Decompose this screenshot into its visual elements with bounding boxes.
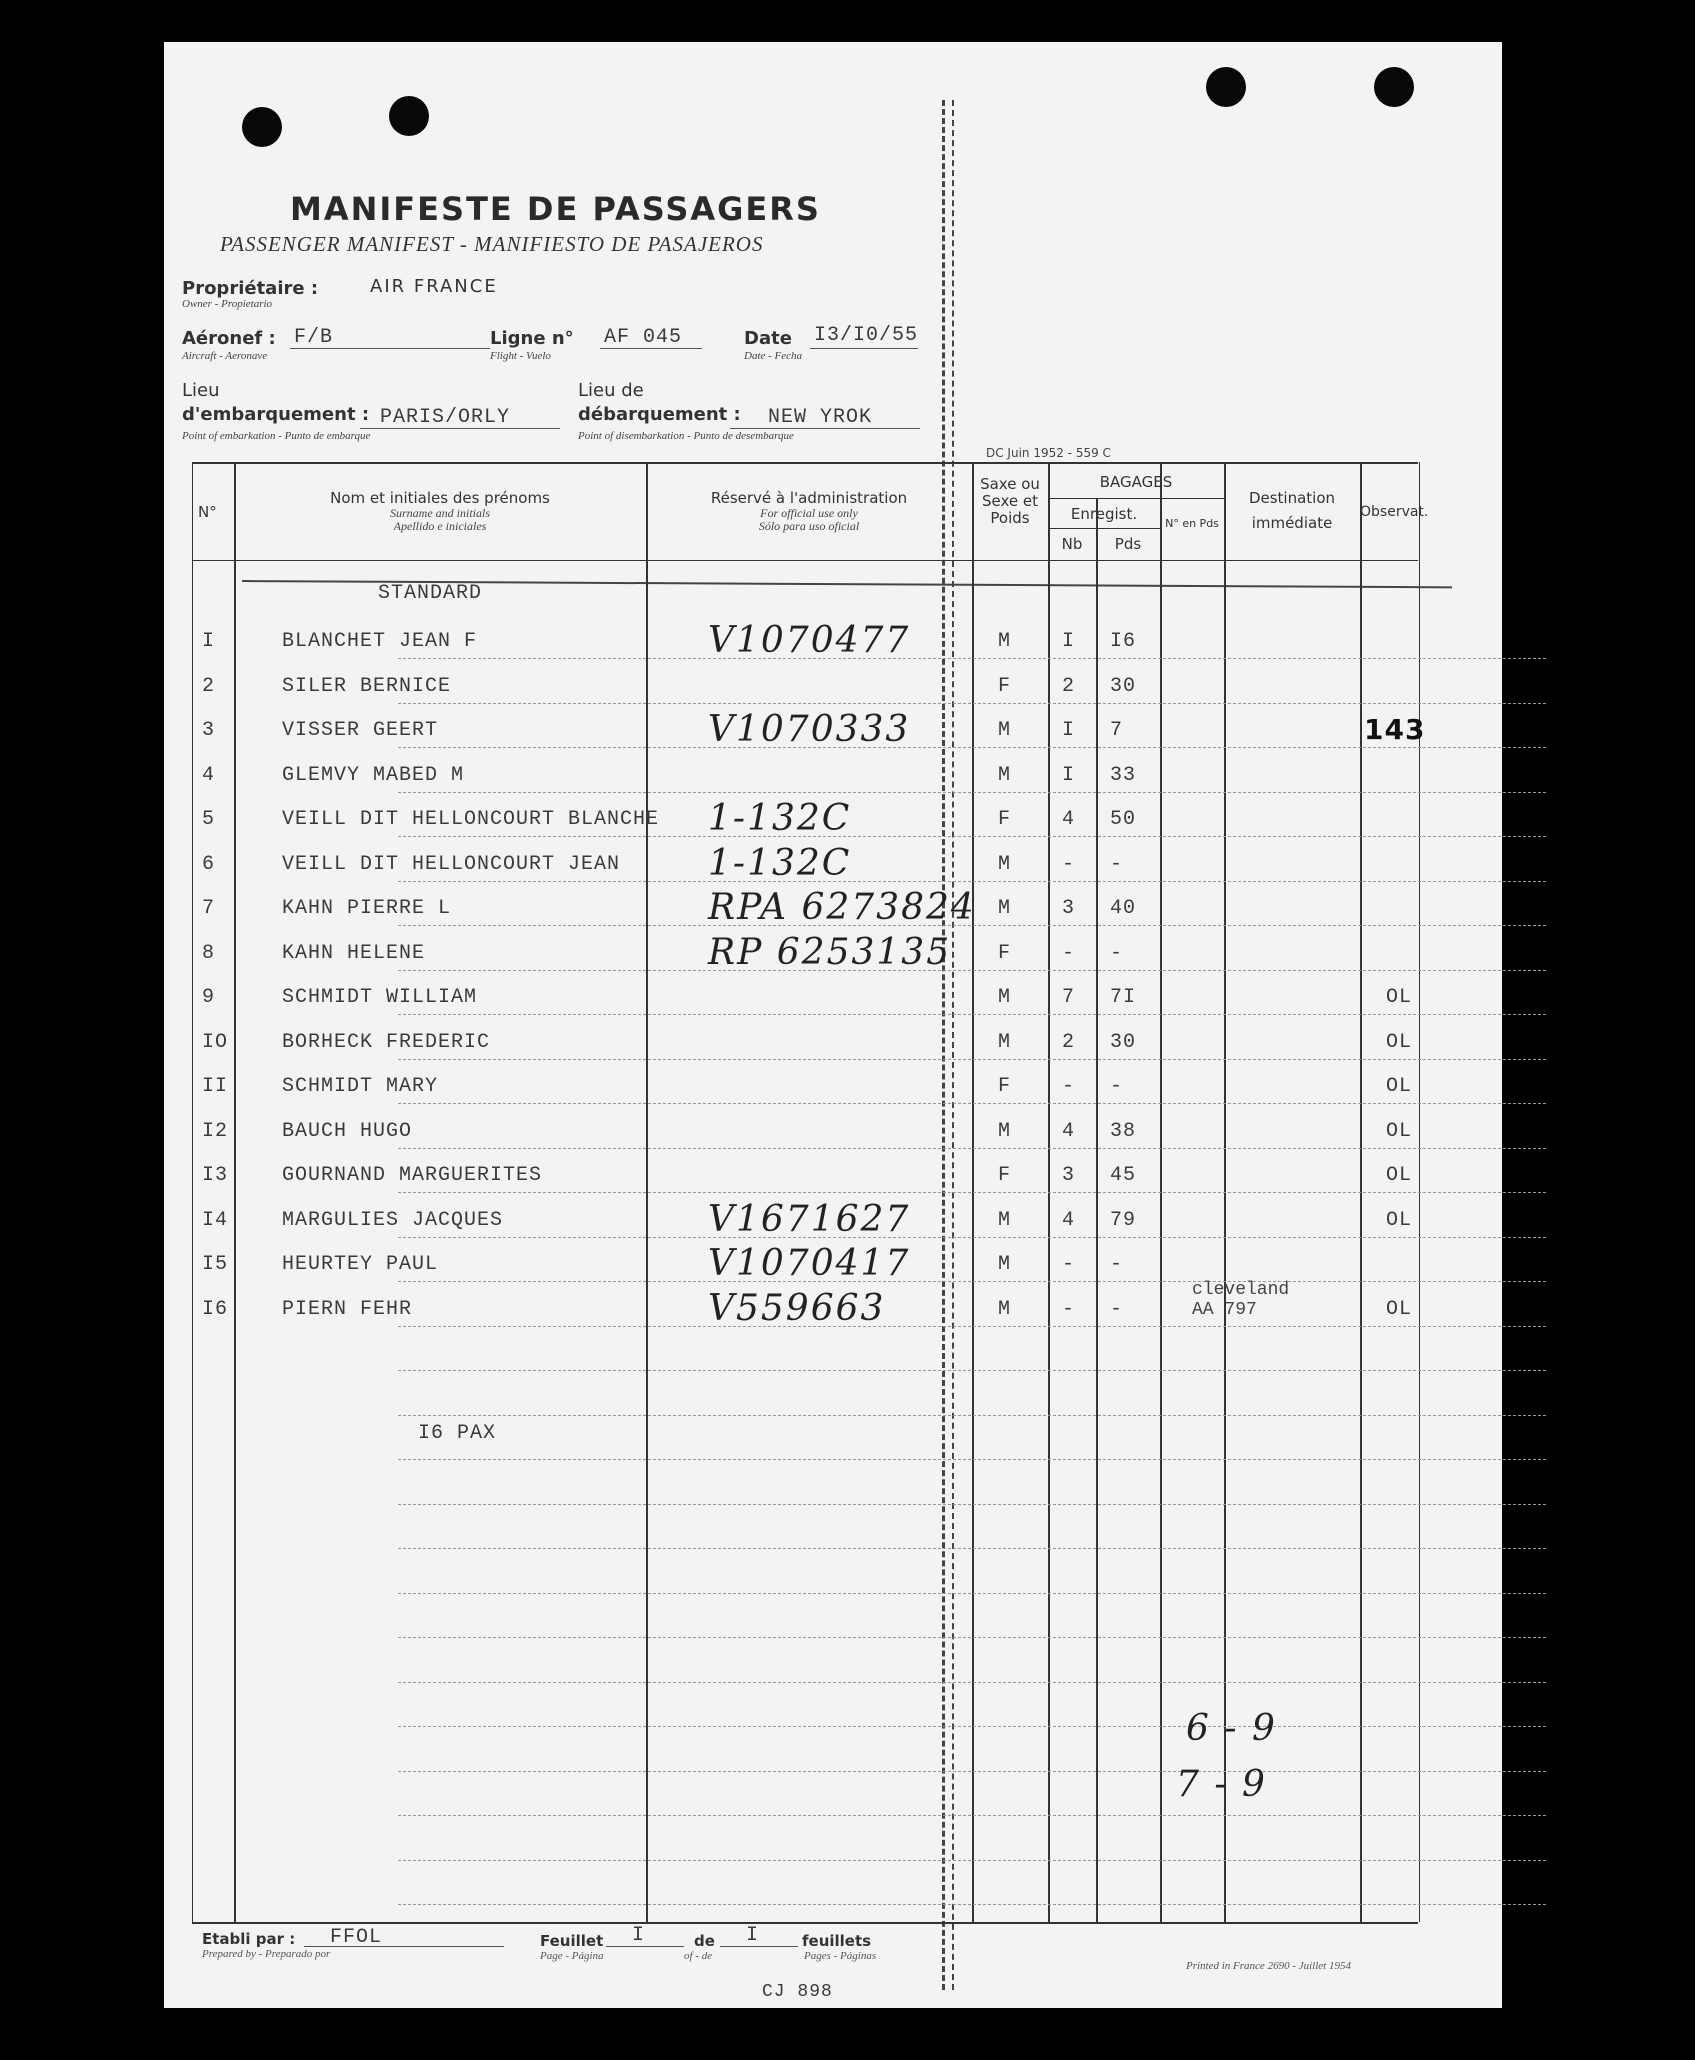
passenger-sex: F [998,942,1012,965]
proprietaire-label: Propriétaire : [182,278,319,299]
feuillet-value: I [632,1924,646,1947]
proprietaire-sub: Owner - Propietario [182,298,273,310]
date-underline [810,348,918,349]
passenger-sex: M [998,1209,1012,1232]
row-divider [398,1326,1546,1327]
baggage-count: 7 [1062,986,1076,1009]
etabli-underline [304,1946,504,1947]
embarquement-label-2: d'embarquement : [182,404,370,425]
row-divider [398,1771,1546,1772]
baggage-count: 4 [1062,1120,1076,1143]
baggage-weight: 40 [1110,897,1137,920]
row-number: 6 [202,853,216,876]
baggage-weight: 30 [1110,1031,1137,1054]
passenger-name: MARGULIES JACQUES [282,1209,504,1232]
admin-number: V1070333 [708,709,911,750]
baggage-weight: 38 [1110,1120,1137,1143]
passenger-name: BLANCHET JEAN F [282,630,478,653]
baggage-weight: 79 [1110,1209,1137,1232]
observation: OL [1386,1120,1413,1143]
section-label: STANDARD [378,582,483,605]
admin-number: 1-132C [708,798,852,839]
printed-note: Printed in France 2690 - Juillet 1954 [1186,1960,1351,1972]
row-divider [398,658,1546,659]
total-passengers: I6 PAX [418,1422,497,1445]
passenger-sex: M [998,1298,1012,1321]
col-header-admin [646,490,972,533]
footer-rule [192,1922,1418,1924]
ligne-value: AF 045 [604,326,683,349]
date-value: I3/I0/55 [814,324,919,347]
handwritten-note-2: 7 - 9 [1176,1764,1267,1805]
date-sub: Date - Fecha [744,350,803,362]
col-header-enregist: Enregist. [1070,505,1138,523]
baggage-weight: 50 [1110,808,1137,831]
row-divider [398,1637,1546,1638]
baggage-count: - [1062,1298,1076,1321]
form-code: DC Juin 1952 - 559 C [986,446,1111,460]
passenger-name: BORHECK FREDERIC [282,1031,491,1054]
row-divider [398,1726,1546,1727]
feuillets-sub: Pages - Páginas [804,1950,877,1962]
row-number: I2 [202,1120,229,1143]
col-header-nom-en: Surname and initials [389,506,490,520]
passenger-sex: M [998,853,1012,876]
embarquement-value: PARIS/ORLY [380,406,511,429]
admin-number: RP 6253135 [708,932,952,973]
embarquement-underline [360,428,560,429]
passenger-sex: M [998,1253,1012,1276]
row-divider [398,1459,1546,1460]
row-divider [398,747,1546,748]
admin-number: V1070477 [708,620,911,661]
passenger-name: KAHN PIERRE L [282,897,452,920]
row-divider [398,1014,1546,1015]
passenger-name: GOURNAND MARGUERITES [282,1164,543,1187]
passenger-name: SILER BERNICE [282,675,452,698]
passenger-sex: M [998,1120,1012,1143]
row-number: IO [202,1031,229,1054]
col-divider [1096,498,1098,1922]
etabli-sub: Prepared by - Preparado por [202,1948,331,1960]
row-number: I4 [202,1209,229,1232]
manifest-sheet [164,42,1502,2008]
debarquement-label-2: débarquement : [578,404,741,425]
baggage-weight: I6 [1110,630,1137,653]
baggage-count: I [1062,719,1076,742]
col-header-admin-fr: Réservé à l'administration [710,489,908,507]
de-sub: of - de [684,1950,713,1962]
passenger-sex: M [998,986,1012,1009]
row-number: 9 [202,986,216,1009]
baggage-weight: 45 [1110,1164,1137,1187]
passenger-sex: M [998,630,1012,653]
col-divider [234,462,236,1922]
admin-number: V1070417 [708,1243,911,1284]
row-divider [398,1548,1546,1549]
admin-number: V559663 [708,1288,886,1329]
passenger-name: HEURTEY PAUL [282,1253,439,1276]
passenger-name: BAUCH HUGO [282,1120,413,1143]
handwritten-note-1: 6 - 9 [1186,1708,1277,1749]
passenger-name: GLEMVY MABED M [282,764,465,787]
baggage-weight: - [1110,853,1124,876]
col-header-destination-1: Destination [1248,489,1336,507]
reference-number: CJ 898 [762,1982,833,2002]
col-header-bagages: BAGAGES [1099,473,1173,491]
observation: 143 [1364,713,1426,746]
baggage-count: 3 [1062,897,1076,920]
admin-number: RPA 6273824 [708,887,976,928]
observation: OL [1386,1075,1413,1098]
baggage-count: - [1062,1075,1076,1098]
aeronef-value: F/B [294,326,334,349]
passenger-sex: M [998,719,1012,742]
col-header-non-enr: N° en Pds [1165,517,1219,530]
punch-hole [1206,67,1246,107]
row-number: I5 [202,1253,229,1276]
row-divider [398,1059,1546,1060]
row-divider [398,1504,1546,1505]
row-number: II [202,1075,229,1098]
row-divider [398,1192,1546,1193]
row-divider [398,1904,1546,1905]
punch-hole [1374,67,1414,107]
row-divider [398,1593,1546,1594]
date-label: Date [744,328,792,349]
col-header-admin-es: Sólo para uso oficial [758,519,860,533]
observation: OL [1386,986,1413,1009]
row-divider [398,1281,1546,1282]
row-divider [398,1148,1546,1149]
passenger-name: VISSER GEERT [282,719,439,742]
de-underline [720,1946,798,1947]
row-number: 8 [202,942,216,965]
col-header-no: N° [198,503,217,521]
row-number: 4 [202,764,216,787]
passenger-sex: M [998,897,1012,920]
ligne-sub: Flight - Vuelo [490,350,551,362]
embarquement-label-1: Lieu [182,380,220,401]
row-divider [398,925,1546,926]
baggage-count: - [1062,853,1076,876]
baggage-count: 2 [1062,1031,1076,1054]
observation: OL [1386,1164,1413,1187]
aeronef-underline [290,348,490,349]
passenger-sex: M [998,764,1012,787]
col-header-observ: Observat. [1360,504,1429,520]
observation: OL [1386,1031,1413,1054]
row-number: 3 [202,719,216,742]
col-header-nb: Nb [1061,535,1083,553]
debarquement-value: NEW YROK [768,406,873,429]
row-number: I6 [202,1298,229,1321]
enregist-rule [1048,528,1160,529]
col-header-admin-en: For official use only [760,506,858,520]
row-divider [398,1682,1546,1683]
header-bottom-rule [192,560,1418,561]
baggage-count: 4 [1062,808,1076,831]
passenger-name: KAHN HELENE [282,942,426,965]
baggage-weight: 33 [1110,764,1137,787]
table-top-rule [192,462,1418,464]
admin-number: V1671627 [708,1199,911,1240]
debarquement-underline [730,428,920,429]
row-number: 2 [202,675,216,698]
embarquement-sub: Point of embarkation - Punto de embarque [182,430,371,442]
admin-number: 1-132C [708,843,852,884]
row-divider [398,1860,1546,1861]
row-divider [398,1815,1546,1816]
baggage-weight: - [1110,1298,1124,1321]
debarquement-label-1: Lieu de [578,380,644,401]
baggage-count: 2 [1062,675,1076,698]
etabli-label: Etabli par : [202,1930,296,1948]
row-divider [398,703,1546,704]
baggage-weight: 30 [1110,675,1137,698]
row-number: I [202,630,216,653]
baggage-weight: - [1110,942,1124,965]
passenger-name: VEILL DIT HELLONCOURT JEAN [282,853,621,876]
punch-hole [389,96,429,136]
baggage-count: - [1062,942,1076,965]
debarquement-sub: Point of disembarkation - Punto de desembarque [578,430,794,442]
passenger-sex: F [998,808,1012,831]
baggage-weight: 7 [1110,719,1124,742]
passenger-sex: M [998,1031,1012,1054]
row-number: I3 [202,1164,229,1187]
de-value: I [746,1924,760,1947]
col-header-pds: Pds [1114,535,1142,553]
row-divider [398,970,1546,971]
baggage-count: 3 [1062,1164,1076,1187]
aeronef-sub: Aircraft - Aeronave [182,350,268,362]
baggage-count: - [1062,1253,1076,1276]
row-divider [398,1237,1546,1238]
passenger-name: SCHMIDT WILLIAM [282,986,478,1009]
page-subtitle: PASSENGER MANIFEST - MANIFIESTO DE PASAJEROS [220,232,764,256]
passenger-name: PIERN FEHR [282,1298,413,1321]
row-number: 5 [202,808,216,831]
col-header-nom-es: Apellido e iniciales [393,519,487,533]
ligne-label: Ligne n° [490,328,574,349]
baggage-count: 4 [1062,1209,1076,1232]
feuillet-underline [606,1946,684,1947]
passenger-sex: F [998,675,1012,698]
passenger-name: SCHMIDT MARY [282,1075,439,1098]
row-divider [398,1370,1546,1371]
row-divider [398,1103,1546,1104]
destination: cleveland AA 797 [1192,1280,1290,1320]
feuillet-sub: Page - Página [540,1950,604,1962]
baggage-count: I [1062,764,1076,787]
page-title: MANIFESTE DE PASSAGERS [290,190,821,228]
passenger-name: VEILL DIT HELLONCOURT BLANCHE [282,808,660,831]
aeronef-label: Aéronef : [182,328,276,349]
bagages-rule [1048,498,1224,499]
baggage-count: I [1062,630,1076,653]
col-header-nom-fr: Nom et initiales des prénoms [330,489,550,507]
de-label: de [694,1932,715,1950]
proprietaire-value: AIR FRANCE [370,276,498,297]
col-header-nom [234,490,646,533]
baggage-weight: - [1110,1075,1124,1098]
baggage-weight: - [1110,1253,1124,1276]
passenger-sex: F [998,1075,1012,1098]
col-header-destination-2: immédiate [1251,514,1333,532]
col-header-sexe: Saxe ou Sexe et Poids [980,475,1040,527]
observation: OL [1386,1298,1413,1321]
feuillet-label: Feuillet [540,1932,604,1950]
etabli-value: FFOL [330,1926,383,1949]
observation: OL [1386,1209,1413,1232]
row-divider [398,836,1546,837]
feuillets-label: feuillets [802,1932,872,1950]
row-number: 7 [202,897,216,920]
punch-hole [242,107,282,147]
col-header-destination [1224,490,1360,532]
baggage-weight: 7I [1110,986,1137,1009]
row-divider [398,792,1546,793]
row-divider [398,1415,1546,1416]
row-divider [398,881,1546,882]
ligne-underline [600,348,702,349]
passenger-sex: F [998,1164,1012,1187]
